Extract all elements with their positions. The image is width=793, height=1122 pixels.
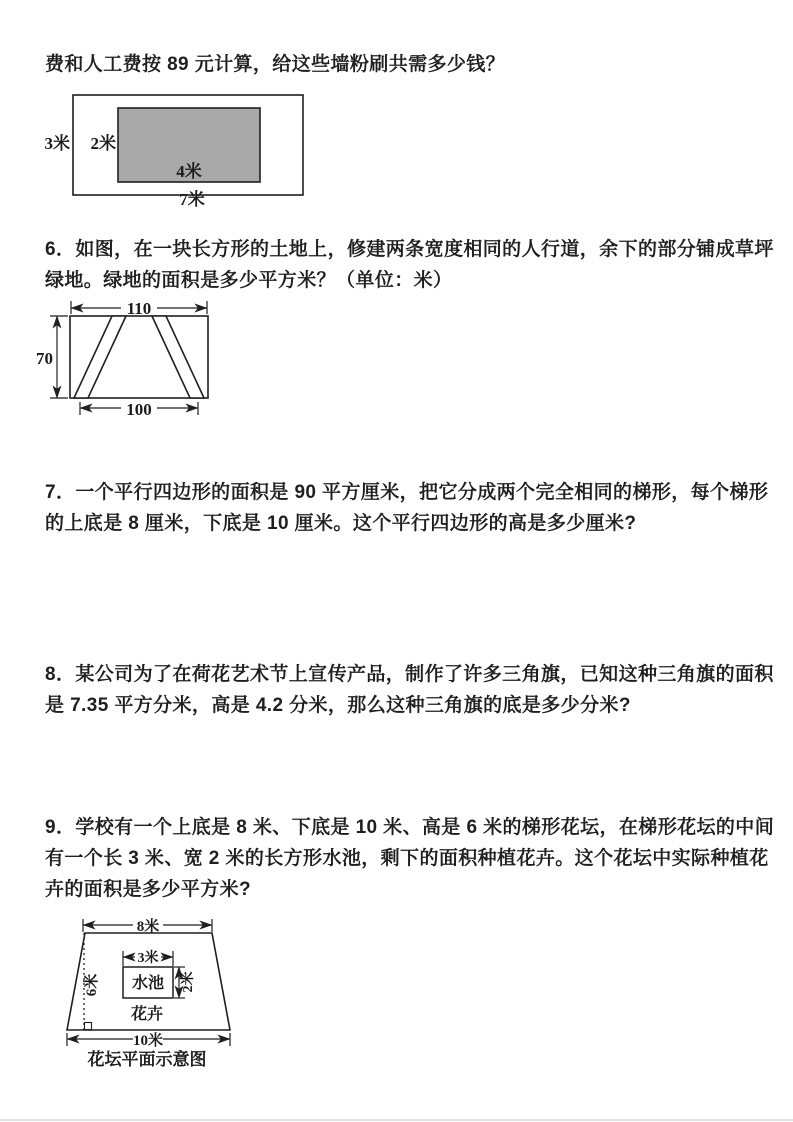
problem-8-text [45,659,774,721]
figure-wall [40,88,320,218]
pool-width-dimension [123,949,173,966]
figure-caption: 花坛平面示意图 [87,1050,207,1069]
problem-8-line-1: 8．某公司为了在荷花艺术节上宣传产品，制作了许多三角旗，已知这种三角旗的面积 [45,664,774,685]
problem-7-line-2: 的上底是 8 厘米，下底是 10 厘米。这个平行四边形的高是多少厘米? [45,513,637,534]
right-angle-mark [85,1023,92,1030]
land-top-dimension [71,299,207,318]
flowerbed-top-label: 8米 [136,919,160,935]
pool-width-label: 3米 [137,951,159,966]
pool-label: 水池 [131,975,165,992]
walkway-left [74,316,126,398]
land-bottom-label: 100 [126,400,152,419]
flowerbed-height-label: 6米 [84,973,100,997]
flowerbed-bottom-dimension [67,1032,230,1049]
problem-9-line-3: 卉的面积是多少平方米? [45,879,252,900]
problem-6-text [45,234,774,296]
land-left-dimension [36,316,68,398]
page-bottom-edge [0,1119,793,1121]
intro-line: 费和人工费按 89 元计算，给这些墙粉刷共需多少钱？ [45,54,506,75]
walkway-right [152,316,204,398]
problem-9-line-2: 有一个长 3 米、宽 2 米的长方形水池，剩下的面积种植花卉。这个花坛中实际种植花 [45,848,769,869]
wall-outer-width-label: 7米 [179,190,205,209]
flower-area-label: 花卉 [130,1006,164,1023]
flowerbed-bottom-label: 10米 [132,1033,164,1049]
intro-text [45,49,755,80]
figure-flowerbed [55,915,265,1075]
pool-height-label: 2米 [181,971,196,993]
problem-7-line-1: 7．一个平行四边形的面积是 90 平方厘米，把它分成两个完全相同的梯形，每个梯形 [45,482,769,503]
pool-height-dimension [174,967,196,998]
problem-6-line-2: 绿地。绿地的面积是多少平方米？（单位：米） [45,270,453,291]
land-bottom-dimension [80,400,198,419]
figure-land [30,298,280,423]
problem-7-text [45,477,769,539]
wall-inner-width-label: 4米 [176,162,202,181]
problem-6-line-1: 6．如图，在一块长方形的土地上，修建两条宽度相同的人行道，余下的部分铺成草坪 [45,239,774,260]
land-top-label: 110 [126,299,152,318]
land-left-label: 70 [36,349,53,368]
problem-9-line-1: 9．学校有一个上底是 8 米、下底是 10 米、高是 6 米的梯形花坛，在梯形花坛的中间 [45,817,775,838]
problem-9-text [45,812,775,905]
wall-inner-height-label: 2米 [90,134,116,153]
problem-8-line-2: 是 7.35 平方分米，高是 4.2 分米，那么这种三角旗的底是多少分米? [45,695,631,716]
wall-outer-height-label: 3米 [44,134,70,153]
